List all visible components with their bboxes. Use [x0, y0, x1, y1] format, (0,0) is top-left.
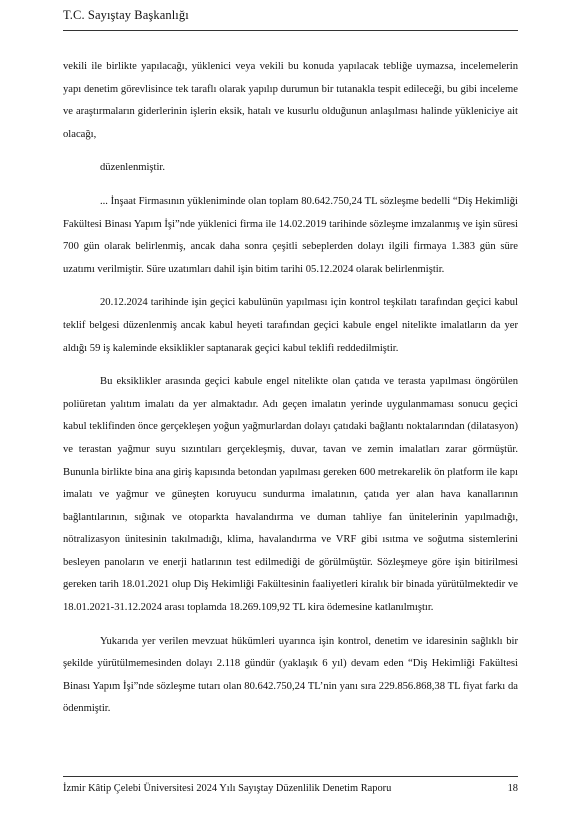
paragraph-5: Bu eksiklikler arasında geçici kabule engel nitelikte olan çatıda ve terasta yapılması öngörülen poliüretan yalıtım imalatı da yer almaktadır. Adı geçen imalatın yerinde uygulanmaması sonucu geçici kabul teklifinden önce gerçekleşen yoğun yağmurlardan dolayı çatıdaki bağlantı noktalarından (dilatasyon) ve terastan yağmur suyu sızıntıları gerçekleşmiş, duvar, tavan ve zemin imalatları zarar görmüştür. Bununla birlikte bina ana giriş kapısında betondan yapılması gereken 600 metrekarelik ön platform ile kapı imalatı ve yağmur ve güneşten koruyucu sundurma imalatının, çatıda yer alan hava kanallarının bağlantılarının, sığınak ve otoparkta havalandırma ve duman tahliye fan ünitelerinin yapılmadığı, nötralizasyon ünitesinin takılmadığı, klima, havalandırma ve VRF gibi ısıtma ve soğutma sistemlerini besleyen panoların ve enerji hatlarının test edilmediği de görülmüştür. Sözleşmeye göre işin bitirilmesi gereken tarih 18.01.2021 olup Diş Hekimliği Fakültesinin faaliyetleri kiralık bir binada yürütülmektedir ve 18.01.2021-31.12.2024 arası toplamda 18.269.109,92 TL kira ödemesine katlanılmıştır. — [63, 376, 518, 614]
paragraph-1: vekili ile birlikte yapılacağı, yüklenici veya vekili bu konuda yapılacak tebliğe uymazsa, incelemelerin yapı denetim görevlisince tek taraflı olarak yapılıp durumun bir tutanakla tespit edileceği, bu gibi inceleme ve araştırmaların giderlerinin işlerin eksik, hatalı ve kusurlu olduğunun anlaşılması halinde yükleniciye ait olacağı, — [63, 61, 518, 140]
header-divider — [63, 30, 518, 31]
paragraph-2: düzenlenmiştir. — [100, 162, 166, 174]
paragraph-4: 20.12.2024 tarihinde işin geçici kabulünün yapılması için kontrol teşkilatı tarafından geçici kabul teklif belgesi düzenlenmiş ancak kabul heyeti tarafından geçici kabule engel nitelikte imalatların da yer aldığı 59 iş kaleminde eksiklikler saptanarak geçici kabul teklifi reddedilmiştir. — [63, 297, 518, 354]
paragraph-6: Yukarıda yer verilen mevzuat hükümleri uyarınca işin kontrol, denetim ve idaresinin sağlıklı bir şekilde yürütülmemesinden dolayı 2.118 gündür (yaklaşık 6 yıl) devam eden “Diş Hekimliği Fakültesi Binası Yapım İşi”nde sözleşme tutarı olan 80.642.750,24 TL’nin yanı sıra 229.856.868,38 TL fiyat farkı da ödenmiştir. — [63, 635, 518, 715]
report-body — [63, 56, 518, 721]
page-number: 18 — [507, 783, 518, 794]
paragraph-3: ... İnşaat Firmasının yükleniminde olan toplam 80.642.750,24 TL sözleşme bedelli “Diş Hekimliği Fakültesi Binası Yapım İşi”nde yüklenici firma ile 14.02.2019 tarihinde sözleşme imzalanmış ve işin süresi 700 gün olarak belirlenmiş, ancak daha sonra çeşitli sebeplerden dolayı ilgili firmaya 1.383 gün süre uzatımı verilmiştir. Süre uzatımları dahil işin bitim tarihi 05.12.2024 olarak belirlenmiştir. — [63, 195, 518, 275]
page-footer — [63, 783, 518, 794]
page-header-title: T.C. Sayıştay Başkanlığı — [63, 8, 189, 22]
footer-report-title: İzmir Kâtip Çelebi Üniversitesi 2024 Yılı Sayıştay Düzenlilik Denetim Raporu — [63, 783, 392, 794]
footer-divider — [63, 776, 518, 777]
